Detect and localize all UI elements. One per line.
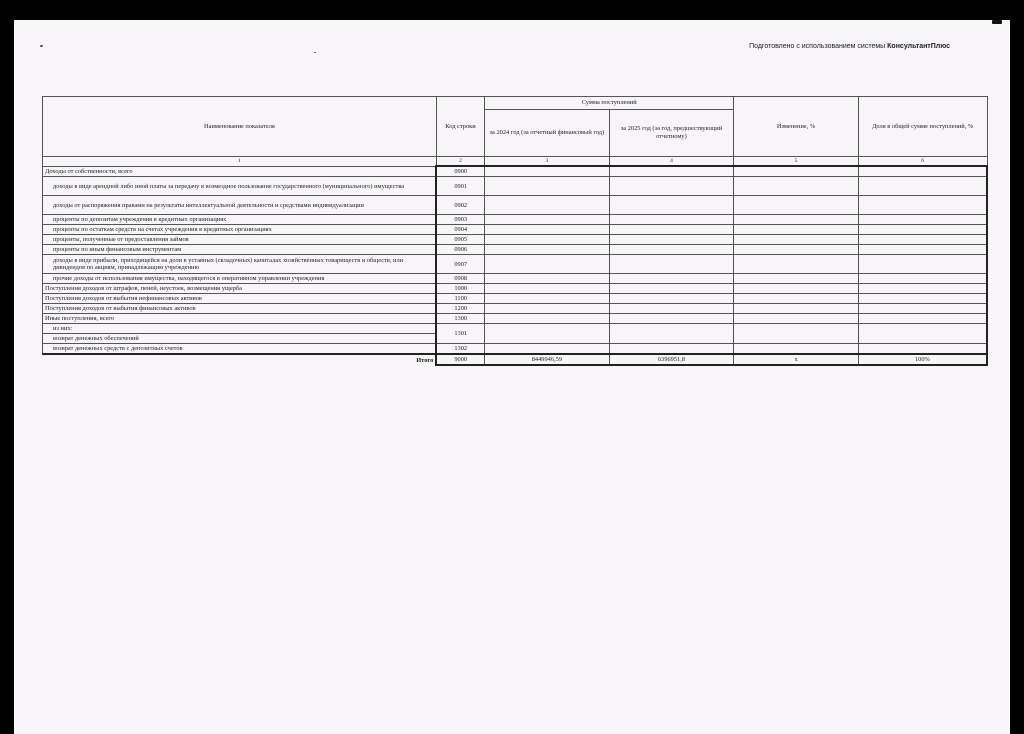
row-code: 1301 bbox=[436, 324, 484, 344]
row-code: 0904 bbox=[436, 225, 484, 235]
table-row bbox=[43, 274, 988, 284]
scan-speck bbox=[40, 45, 43, 47]
header-name: Наименование показателя bbox=[43, 97, 437, 157]
row-code: 0901 bbox=[436, 177, 484, 196]
header-code: Код строки bbox=[436, 97, 484, 157]
col-index-1: 1 bbox=[43, 157, 437, 167]
header-2024: за 2024 год (за отчетный финансовый год) bbox=[485, 110, 610, 157]
row-name: Доходы от собственности, всего bbox=[43, 166, 437, 177]
row-name: проценты по иным финансовым инструментам bbox=[43, 245, 437, 255]
row-code: 1200 bbox=[436, 304, 484, 314]
table-row bbox=[43, 324, 988, 334]
table-row bbox=[43, 344, 988, 355]
table-row bbox=[43, 235, 988, 245]
total-label: Итого bbox=[416, 356, 434, 364]
col-index-6: 6 bbox=[858, 157, 987, 167]
row-code: 0903 bbox=[436, 215, 484, 225]
scan-speck bbox=[314, 52, 316, 53]
col-index-5: 5 bbox=[734, 157, 859, 167]
col-index-2: 2 bbox=[436, 157, 484, 167]
row-code: 1000 bbox=[436, 284, 484, 294]
consultant-note-prefix: Подготовлено с использованием системы bbox=[749, 43, 888, 50]
header-sum-group: Сумма поступлений bbox=[485, 97, 734, 110]
table-row bbox=[43, 255, 988, 274]
total-change: х bbox=[734, 354, 859, 365]
header-share: Доля в общей сумме поступлений, % bbox=[858, 97, 987, 157]
document-page bbox=[14, 20, 1010, 734]
row-name: доходы от распоряжения правами на результаты интеллектуальной деятельности и средствами индивидуализации bbox=[43, 196, 437, 215]
row-code: 1100 bbox=[436, 294, 484, 304]
row-name: прочие доходы от использования имущества, находящегося в оперативном управлении учреждения bbox=[43, 274, 437, 284]
row-name: из них: bbox=[43, 324, 437, 334]
table-row bbox=[43, 304, 988, 314]
table-row bbox=[43, 284, 988, 294]
table-row bbox=[43, 314, 988, 324]
row-code: 0906 bbox=[436, 245, 484, 255]
row-name: Поступления доходов от выбытия нефинансовых активов bbox=[43, 294, 437, 304]
table-row bbox=[43, 177, 988, 196]
row-name: проценты по остаткам средств на счетах учреждения в кредитных организациях bbox=[43, 225, 437, 235]
row-name: Поступления доходов от штрафов, пеней, неустоек, возмещения ущерба bbox=[43, 284, 437, 294]
row-code: 0908 bbox=[436, 274, 484, 284]
table-row bbox=[43, 245, 988, 255]
consultant-note bbox=[749, 43, 950, 50]
table-row bbox=[43, 166, 988, 177]
total-2025: 6396951,8 bbox=[609, 354, 734, 365]
row-name: возврат денежных средств с депозитных счетов bbox=[43, 344, 437, 355]
total-row bbox=[43, 354, 988, 365]
total-share: 100% bbox=[858, 354, 987, 365]
row-name: возврат денежных обеспечений bbox=[43, 334, 437, 344]
total-code: 9000 bbox=[436, 354, 484, 365]
col-index-3: 3 bbox=[485, 157, 610, 167]
row-code: 0902 bbox=[436, 196, 484, 215]
revenue-table bbox=[42, 96, 988, 366]
row-code: 0900 bbox=[436, 166, 484, 177]
header-change: Изменение, % bbox=[734, 97, 859, 157]
total-2024: 8449946,59 bbox=[485, 354, 610, 365]
col-index-4: 4 bbox=[609, 157, 734, 167]
row-code: 1300 bbox=[436, 314, 484, 324]
header-2025: за 2025 год (за год, предшествующий отчетному) bbox=[609, 110, 734, 157]
row-name: Поступления доходов от выбытия финансовых активов bbox=[43, 304, 437, 314]
table-row bbox=[43, 294, 988, 304]
row-code: 1302 bbox=[436, 344, 484, 355]
scan-speck bbox=[992, 20, 1002, 24]
row-name: Иные поступления, всего bbox=[43, 314, 437, 324]
row-name: проценты, полученные от предоставления займов bbox=[43, 235, 437, 245]
table-row bbox=[43, 196, 988, 215]
row-name: доходы в виде арендной либо иной платы за передачу в возмездное пользование государственного (муниципального) имущества bbox=[43, 177, 437, 196]
row-name: проценты по депозитам учреждения в кредитных организациях bbox=[43, 215, 437, 225]
row-code: 0907 bbox=[436, 255, 484, 274]
table-row bbox=[43, 215, 988, 225]
consultant-brand: КонсультантПлюс bbox=[887, 43, 950, 50]
table-row bbox=[43, 225, 988, 235]
row-name: доходы в виде прибыли, приходящейся на доли в уставных (складочных) капиталах хозяйственных товариществ и обществ, или дивидендов по акциям, принадлежащим учреждению bbox=[43, 255, 437, 274]
row-code: 0905 bbox=[436, 235, 484, 245]
